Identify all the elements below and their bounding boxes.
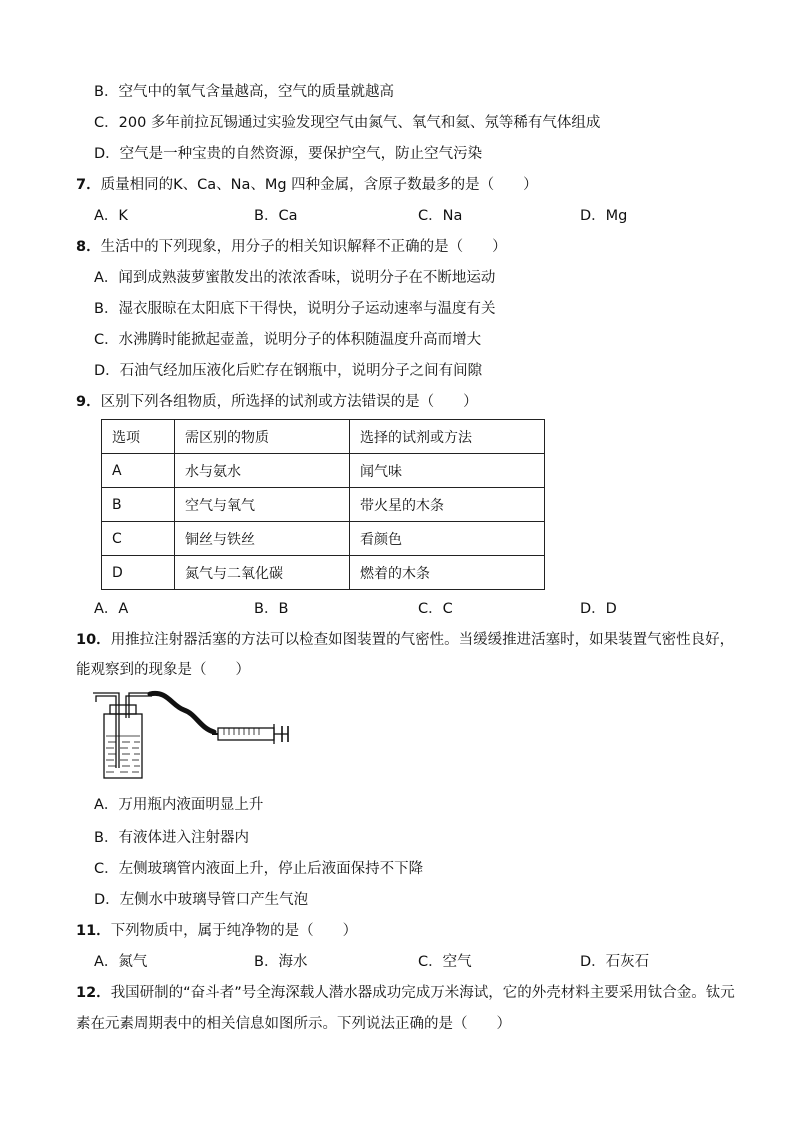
q9-option-b: B．B <box>254 601 289 617</box>
table-cell: A <box>102 454 175 488</box>
q10-stem-line2: 能观察到的现象是（ ） <box>76 662 250 678</box>
table-header-row <box>102 420 545 454</box>
q11-option-b: B．海水 <box>254 954 308 970</box>
q7-option-b: B．Ca <box>254 208 298 224</box>
q8-text: 生活中的下列现象，用分子的相关知识解释不正确的是（ ） <box>100 239 507 255</box>
q12-number: 12． <box>76 985 111 1001</box>
q7-option-c: C．Na <box>418 208 463 224</box>
q9-options <box>94 599 734 619</box>
table-row <box>102 488 545 522</box>
q7-text: 质量相同的K、Ca、Na、Mg 四种金属，含原子数最多的是（ ） <box>100 177 538 193</box>
q12-stem-line2: 素在元素周期表中的相关信息如图所示。下列说法正确的是（ ） <box>76 1016 511 1032</box>
table-header-method: 选择的试剂或方法 <box>350 420 545 454</box>
table-cell: 燃着的木条 <box>350 556 545 590</box>
wide-mouth-bottle <box>104 714 142 778</box>
table-cell: 闻气味 <box>350 454 545 488</box>
q7-number: 7． <box>76 177 101 193</box>
table-header-substances: 需区别的物质 <box>175 420 350 454</box>
q12-stem-line1 <box>76 983 735 1003</box>
rubber-hose <box>150 693 214 732</box>
airtightness-apparatus-figure <box>92 688 298 784</box>
q7-option-a: A．K <box>94 208 128 224</box>
table-cell: C <box>102 522 175 556</box>
q10-option-c: C．左侧玻璃管内液面上升，停止后液面保持不下降 <box>94 861 424 877</box>
table-row <box>102 454 545 488</box>
table-cell: 空气与氧气 <box>175 488 350 522</box>
table-row <box>102 556 545 590</box>
table-cell: D <box>102 556 175 590</box>
table-header-option: 选项 <box>102 420 175 454</box>
table-row <box>102 522 545 556</box>
q11-text: 下列物质中，属于纯净物的是（ ） <box>110 923 358 939</box>
water-in-bottle <box>106 736 140 772</box>
q7-option-d: D．Mg <box>580 208 628 224</box>
q6-option-c: C．200 多年前拉瓦锡通过实验发现空气由氮气、氧气和氦、氖等稀有气体组成 <box>94 115 601 131</box>
q11-option-c: C．空气 <box>418 954 472 970</box>
q8-option-a: A．闻到成熟菠萝蜜散发出的浓浓香味，说明分子在不断地运动 <box>94 270 496 286</box>
q11-option-a: A．氮气 <box>94 954 148 970</box>
q9-table <box>101 419 545 590</box>
table-cell: 水与氨水 <box>175 454 350 488</box>
syringe <box>218 728 274 740</box>
q9-stem <box>76 392 478 412</box>
q9-option-c: C．C <box>418 601 453 617</box>
q8-option-b: B．湿衣服晾在太阳底下干得快，说明分子运动速率与温度有关 <box>94 301 496 317</box>
q11-number: 11． <box>76 923 111 939</box>
q10-stem-line1 <box>76 630 734 650</box>
table-cell: 氮气与二氧化碳 <box>175 556 350 590</box>
q10-option-a: A．万用瓶内液面明显上升 <box>94 797 264 813</box>
q8-option-d: D．石油气经加压液化后贮存在钢瓶中，说明分子之间有间隙 <box>94 363 483 379</box>
table-cell: 带火星的木条 <box>350 488 545 522</box>
rubber-stopper <box>110 705 136 714</box>
q10-option-d: D．左侧水中玻璃导管口产生气泡 <box>94 892 309 908</box>
q9-option-a: A．A <box>94 601 129 617</box>
q10-option-b: B．有液体进入注射器内 <box>94 830 249 846</box>
q7-options <box>94 206 734 226</box>
q12-text: 我国研制的“奋斗者”号全海深载人潜水器成功完成万米海试，它的外壳材料主要采用钛合金。钛元 <box>110 985 735 1001</box>
table-cell: 看颜色 <box>350 522 545 556</box>
q6-option-b: B．空气中的氧气含量越高，空气的质量就越高 <box>94 84 394 100</box>
q6-option-d: D．空气是一种宝贵的自然资源，要保护空气，防止空气污染 <box>94 146 483 162</box>
q11-options <box>94 952 734 972</box>
left-glass-tube <box>96 696 116 768</box>
table-cell: 铜丝与铁丝 <box>175 522 350 556</box>
q8-number: 8． <box>76 239 101 255</box>
q9-text: 区别下列各组物质，所选择的试剂或方法错误的是（ ） <box>100 394 478 410</box>
q9-option-d: D．D <box>580 601 617 617</box>
q11-stem <box>76 921 357 941</box>
q11-option-d: D．石灰石 <box>580 954 650 970</box>
table-cell: B <box>102 488 175 522</box>
q10-number: 10． <box>76 632 111 648</box>
q9-number: 9． <box>76 394 101 410</box>
q8-stem <box>76 237 507 257</box>
q10-text: 用推拉注射器活塞的方法可以检查如图装置的气密性。当缓缓推进活塞时，如果装置气密性良好， <box>110 632 735 648</box>
q8-option-c: C．水沸腾时能掀起壶盖，说明分子的体积随温度升高而增大 <box>94 332 482 348</box>
q7-stem <box>76 175 538 195</box>
